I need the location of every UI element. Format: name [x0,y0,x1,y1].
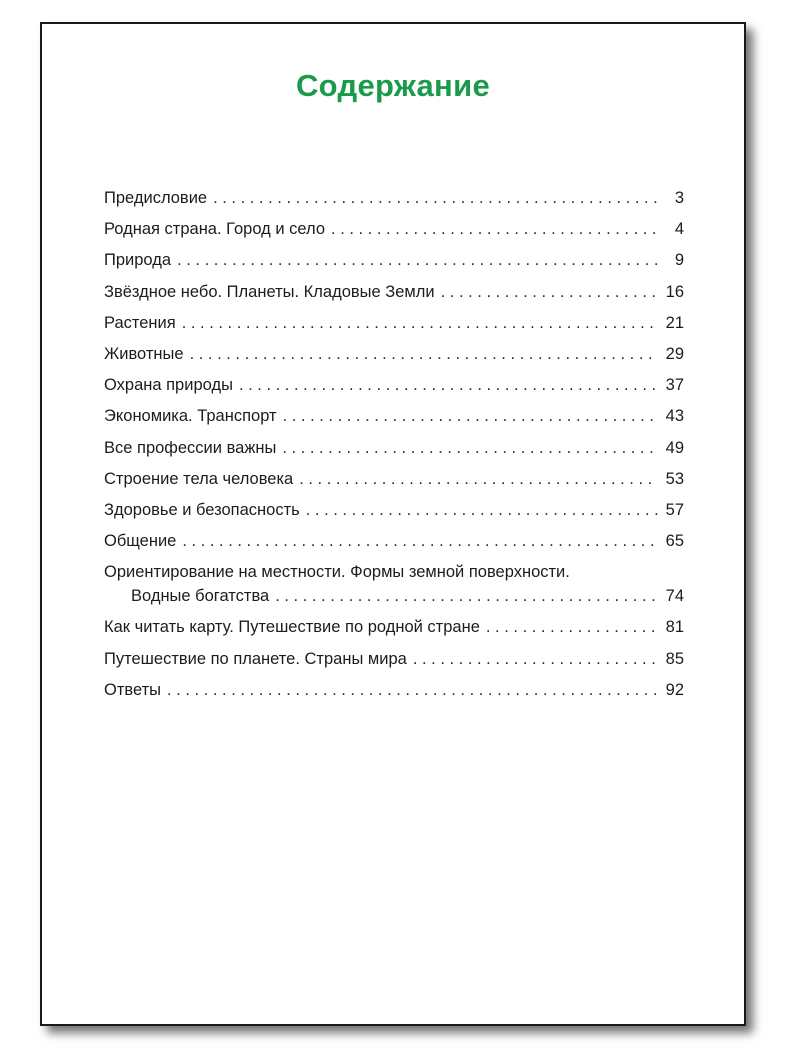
toc-entry-title: Строение тела человека [104,469,294,488]
toc-entry-page: 3 [674,189,684,207]
toc-leader-dots [306,498,658,522]
toc-entry-title: Растения [104,313,176,332]
toc-entry[interactable] [104,186,684,210]
toc-entry-title: Животные [104,344,184,363]
toc-entry-title: Ответы [104,680,162,699]
toc-leader-dots [167,678,658,702]
toc-leader-dots [275,584,658,608]
toc-entry-page: 81 [665,618,684,637]
toc-leader-dots [299,467,658,491]
toc-entry-title: Родная страна. Город и село [104,220,326,239]
toc-leader-dots [190,342,658,366]
toc-entry[interactable] [104,342,684,366]
toc-entry-page: 16 [665,282,684,301]
toc-leader-dots [441,280,658,304]
toc-leader-dots [213,186,658,210]
page-title: Содержание [296,68,490,103]
toc-entry[interactable] [104,529,684,553]
toc-entry[interactable] [104,311,684,335]
toc-entry-page: 74 [665,587,684,606]
toc-entry-title: Природа [104,251,172,270]
toc-entry[interactable] [104,373,684,397]
toc-entry[interactable] [104,248,684,272]
toc-leader-dots [486,615,658,639]
toc-entry-page: 4 [674,220,684,239]
toc-entry[interactable] [104,647,684,671]
toc-entry-title: Охрана природы [104,376,233,395]
toc-entry[interactable] [104,678,684,702]
toc-entry-page: 57 [665,500,684,519]
toc-entry-title: Экономика. Транспорт [104,407,277,426]
toc-entry-page: 85 [665,649,684,668]
toc-entry[interactable] [104,467,684,491]
toc-entry-title: Ориентирование на местности. Формы земной поверхности. [104,563,570,582]
toc-leader-dots [413,647,658,671]
toc-entry[interactable] [104,498,684,522]
toc-entry[interactable] [104,404,684,428]
toc-entry-page: 65 [665,532,684,551]
toc-entry-title: Здоровье и безопасность [104,500,300,519]
toc-entry[interactable] [104,217,684,241]
toc-leader-dots [182,311,658,335]
toc-entry-page: 43 [665,407,684,426]
toc-entry-page: 53 [665,469,684,488]
toc-leader-dots [177,248,658,272]
toc-entry[interactable] [104,280,684,304]
toc-entry-title: Как читать карту. Путешествие по родной стране [104,618,480,637]
document-page [40,22,746,1026]
toc-leader-dots [239,373,658,397]
toc-entry-page: 49 [665,438,684,457]
toc-leader-dots [182,529,658,553]
toc-entry-page: 9 [674,251,684,270]
toc-leader-dots [331,217,658,241]
toc-entry-title: Звёздное небо. Планеты. Кладовые Земли [104,282,435,301]
toc-leader-dots [283,404,658,428]
toc-entry-title: Путешествие по планете. Страны мира [104,649,407,668]
toc-entry-title: Все профессии важны [104,438,277,457]
toc-entry-title-continued: Водные богатства [131,587,270,606]
toc-entry-title: Общение [104,532,177,551]
toc-entry[interactable] [104,560,684,608]
table-of-contents [104,186,684,709]
toc-entry-page: 37 [665,376,684,395]
toc-leader-dots [282,436,658,460]
toc-entry-page: 29 [665,344,684,363]
toc-entry-title: Предисловие [104,189,208,207]
toc-entry[interactable] [104,436,684,460]
toc-entry-page: 21 [665,313,684,332]
toc-entry-page: 92 [665,680,684,699]
toc-entry[interactable] [104,615,684,639]
